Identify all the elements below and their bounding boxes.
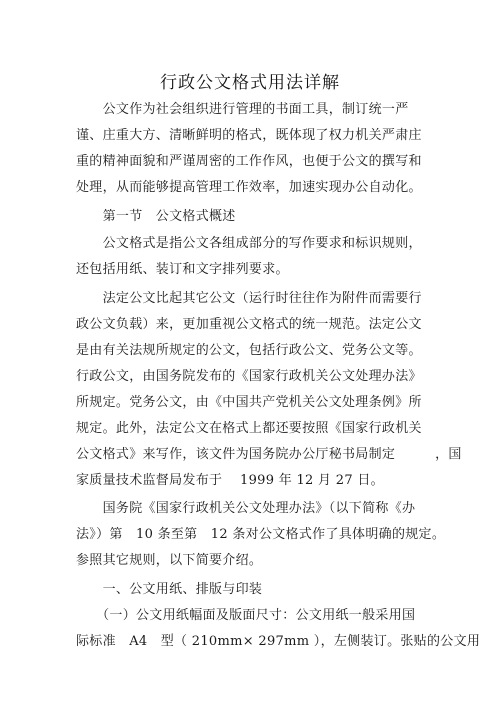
text-line: 处理，从而能够提高管理工作效率，加速实现办公自动化。 <box>76 180 422 195</box>
text-line: 际标准 A4 型（ 210mm× 297mm ），左侧装订。张贴的公文用 <box>76 634 481 649</box>
text-line: 公文作为社会组织进行管理的书面工具，制订统一严 <box>76 102 409 117</box>
text-line: 政公文负载）来，更加重视公文格式的统一规范。法定公文 <box>76 317 422 332</box>
text-line: 公文格式》来写作，该文件为国务院办公厅秘书局制定 ，国 <box>76 447 462 462</box>
text-line: 第一节 公文格式概述 <box>76 209 236 224</box>
text-line: 国务院《国家行政机关公文处理办法》（以下简称《办 <box>76 501 416 516</box>
text-line: 公文格式是指公文各组成部分的写作要求和标识规则， <box>76 236 422 251</box>
text-line: 行政公文，由国务院发布的《国家行政机关公文处理办法》 <box>76 369 422 384</box>
text-line: 还包括用纸、装订和文字排列要求。 <box>76 262 289 277</box>
text-line: 规定。此外，法定公文在格式上都还要按照《国家行政机关 <box>76 421 422 436</box>
document-title: 行政公文格式用法详解 <box>160 73 340 93</box>
text-line: 家质量技术监督局发布于 1999 年 12 月 27 日。 <box>76 473 384 488</box>
text-line: 重的精神面貌和严谨周密的工作作风，也便于公文的撰写和 <box>76 154 422 169</box>
text-line: 法》）第 10 条至第 12 条对公文格式作了具体明确的规定。 <box>76 527 446 542</box>
text-line: 一、公文用纸、排版与印装 <box>76 582 263 597</box>
text-line: （一）公文用纸幅面及版面尺寸：公文用纸一般采用国 <box>76 608 416 623</box>
text-line: 所规定。党务公文，由《中国共产党机关公文处理条例》所 <box>76 395 422 410</box>
text-line: 谨、庄重大方、清晰鲜明的格式，既体现了权力机关严肃庄 <box>76 128 422 143</box>
text-line: 法定公文比起其它公文（运行时往往作为附件而需要行 <box>76 291 422 306</box>
text-line: 是由有关法规所规定的公文，包括行政公文、党务公文等。 <box>76 343 422 358</box>
text-line: 参照其它规则，以下简要介绍。 <box>76 553 263 568</box>
